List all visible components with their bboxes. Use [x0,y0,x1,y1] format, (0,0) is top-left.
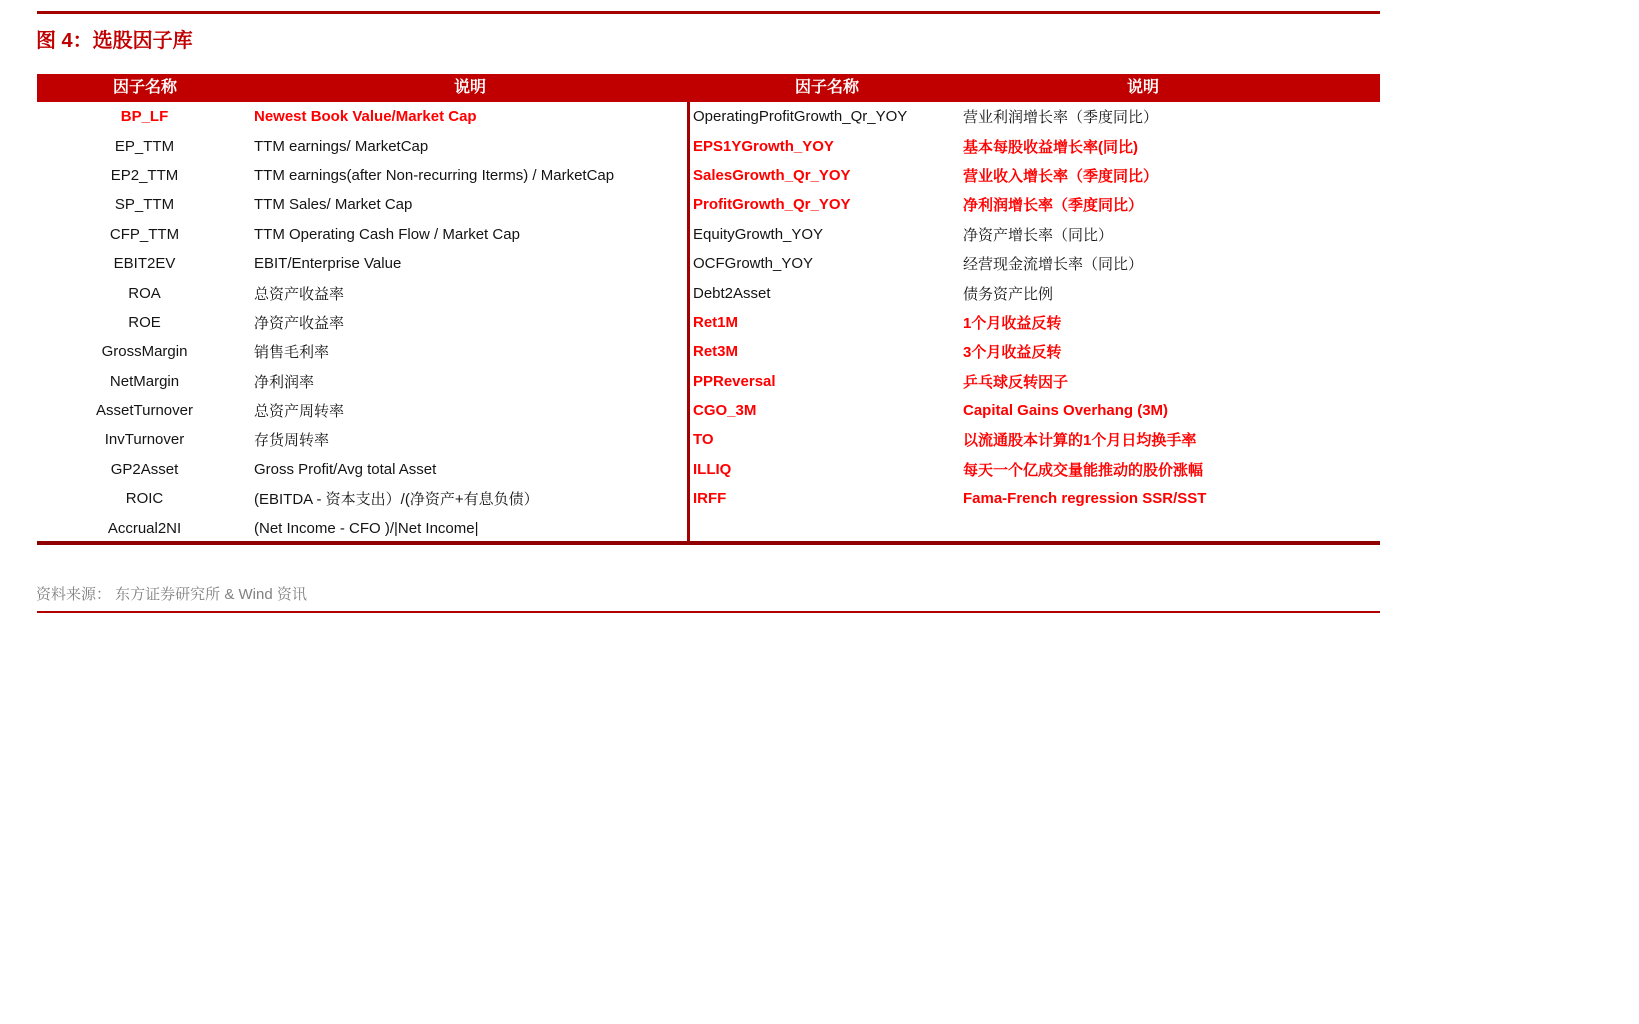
factor-desc-cell: 以流通股本计算的1个月日均换手率 [963,432,1197,450]
table-row [690,102,1380,131]
factor-desc-cell: (EBITDA - 资本支出）/(净资产+有息负债） [254,491,539,509]
table-row [37,220,687,249]
factor-desc-cell: 乒乓球反转因子 [963,373,1069,391]
factor-table-right [690,102,1380,513]
factor-name-cell: OCFGrowth_YOY [693,255,814,273]
table-header-bar [37,74,1380,102]
table-row [37,308,687,337]
source-note: 资料来源： 东方证券研究所 & Wind 资讯 [36,586,307,603]
table-row [690,161,1380,190]
factor-name-cell: CGO_3M [693,402,757,420]
table-row [37,484,687,513]
factor-desc-cell: 存货周转率 [254,432,330,450]
factor-name-cell: SP_TTM [114,196,175,214]
factor-desc-cell: Capital Gains Overhang (3M) [963,402,1169,420]
factor-name-cell: CFP_TTM [109,225,180,243]
factor-name-cell: TO [693,431,714,449]
factor-desc-cell: 净资产收益率 [254,314,345,332]
table-row [37,396,687,425]
table-row [690,337,1380,366]
factor-desc-cell: TTM Operating Cash Flow / Market Cap [254,225,520,243]
table-row [37,161,687,190]
table-row [690,190,1380,219]
table-row [37,425,687,454]
factor-desc-cell: 债务资产比例 [963,285,1054,303]
factor-desc-cell: TTM earnings(after Non-recurring Iterms) / MarketCap [254,166,615,184]
table-row [690,249,1380,278]
table-row [37,455,687,484]
header-description-left: 说明 [453,79,487,96]
factor-name-cell: EPS1YGrowth_YOY [693,137,834,155]
factor-desc-cell: Gross Profit/Avg total Asset [254,460,437,478]
factor-name-cell: ILLIQ [693,460,732,478]
factor-table-left [37,102,687,543]
factor-desc-cell: 总资产周转率 [254,403,345,421]
table-row [690,308,1380,337]
table-row [690,220,1380,249]
table-row [37,278,687,307]
factor-name-cell: GrossMargin [101,343,188,361]
factor-name-cell: Ret1M [693,313,739,331]
factor-desc-cell: 基本每股收益增长率(同比) [963,138,1138,156]
table-row [37,102,687,131]
factor-desc-cell: Fama-French regression SSR/SST [963,490,1207,508]
factor-name-cell: ProfitGrowth_Qr_YOY [693,196,851,214]
table-row [690,131,1380,160]
footer-rule [37,611,1380,613]
table-row [690,396,1380,425]
factor-desc-cell: 营业收入增长率（季度同比） [963,167,1159,185]
table-row [690,278,1380,307]
table-row [690,455,1380,484]
factor-name-cell: ROIC [125,490,164,508]
header-factor-name-right: 因子名称 [794,79,860,96]
factor-desc-cell: 经营现金流增长率（同比） [963,256,1144,274]
table-row [37,131,687,160]
factor-name-cell: InvTurnover [104,431,185,449]
factor-name-cell: EP_TTM [114,137,175,155]
factor-name-cell: Ret3M [693,343,739,361]
header-factor-name-left: 因子名称 [112,79,178,96]
table-row [690,425,1380,454]
table-bottom-rule [37,541,1380,545]
figure-title: 图 4：选股因子库 [36,30,193,52]
factor-desc-cell: 净利润增长率（季度同比） [963,197,1144,215]
factor-name-cell: EP2_TTM [110,166,179,184]
table-row [690,367,1380,396]
factor-name-cell: Debt2Asset [693,284,771,302]
factor-desc-cell: EBIT/Enterprise Value [254,255,402,273]
header-description-right: 说明 [1126,79,1160,96]
factor-name-cell: EBIT2EV [113,255,176,273]
factor-desc-cell: Newest Book Value/Market Cap [254,108,477,126]
top-rule [37,11,1380,14]
factor-desc-cell: 总资产收益率 [254,285,345,303]
table-row [690,484,1380,513]
factor-desc-cell: TTM earnings/ MarketCap [254,137,429,155]
factor-desc-cell: 每天一个亿成交量能推动的股价涨幅 [963,461,1204,479]
factor-name-cell: EquityGrowth_YOY [693,225,824,243]
table-row [37,513,687,542]
factor-desc-cell: 净资产增长率（同比） [963,226,1114,244]
factor-name-cell: GP2Asset [110,460,179,478]
factor-name-cell: ROE [128,313,161,331]
factor-name-cell: PPReversal [693,372,776,390]
table-row [37,367,687,396]
factor-desc-cell: (Net Income - CFO )/|Net Income| [254,519,479,537]
factor-desc-cell: 销售毛利率 [254,344,330,362]
factor-desc-cell: TTM Sales/ Market Cap [254,196,413,214]
factor-name-cell: SalesGrowth_Qr_YOY [693,166,851,184]
table-row [37,337,687,366]
factor-desc-cell: 1个月收益反转 [963,314,1062,332]
factor-name-cell: BP_LF [120,108,169,126]
table-row [37,190,687,219]
factor-desc-cell: 营业利润增长率（季度同比） [963,109,1159,127]
table-row [37,249,687,278]
factor-name-cell: NetMargin [109,372,180,390]
factor-name-cell: ROA [128,284,161,302]
factor-name-cell: Accrual2NI [107,519,182,537]
factor-desc-cell: 净利润率 [254,373,315,391]
factor-desc-cell: 3个月收益反转 [963,344,1062,362]
factor-name-cell: AssetTurnover [96,402,193,420]
factor-name-cell: IRFF [693,490,727,508]
factor-name-cell: OperatingProfitGrowth_Qr_YOY [693,108,908,126]
